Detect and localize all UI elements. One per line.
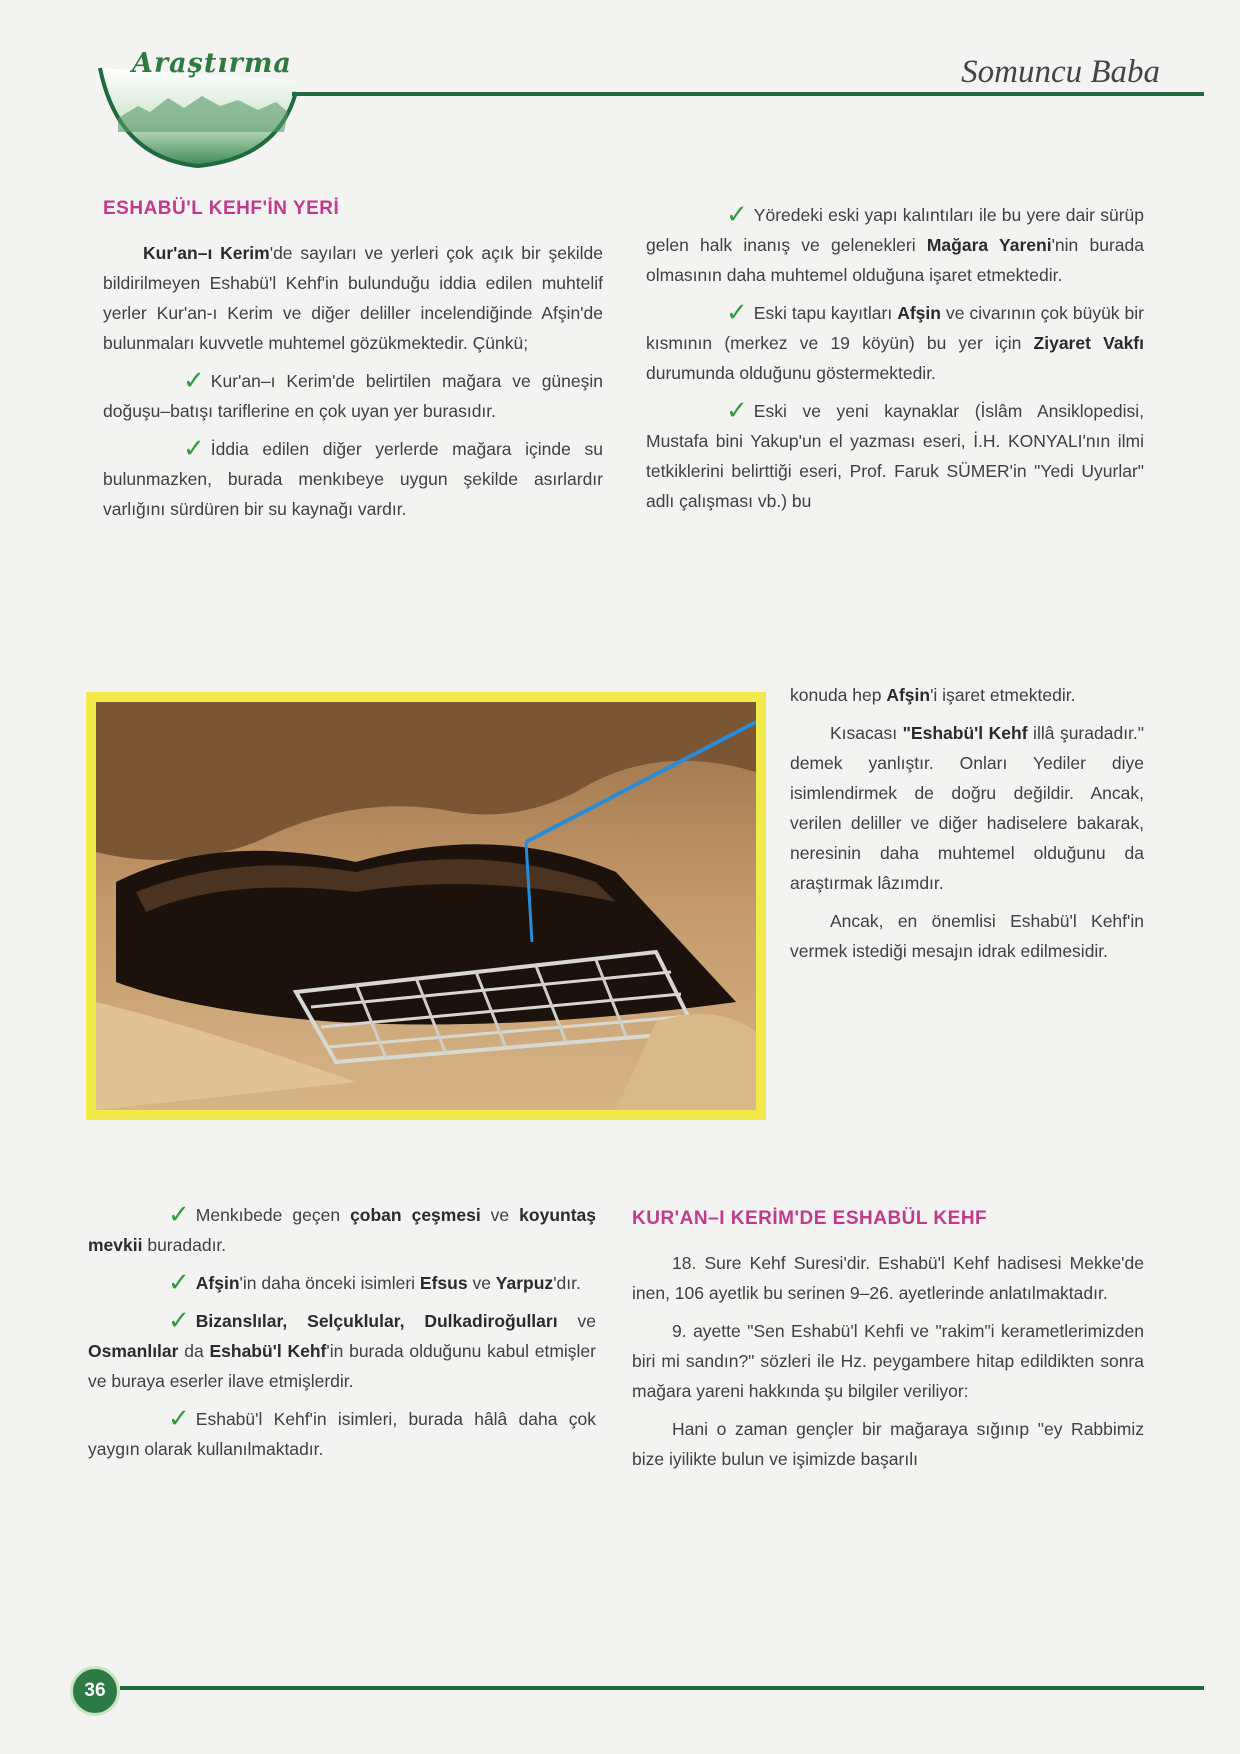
check-mark-icon: ✓ [183,365,205,395]
paragraph-text: buradadır. [142,1235,227,1255]
paragraph-text: da [178,1341,210,1361]
check-mark-icon: ✓ [168,1305,190,1335]
list-item [103,366,603,426]
list-item [646,396,1144,516]
right-middle-column [790,680,1144,974]
check-mark-icon: ✓ [168,1267,190,1297]
bold-text: Osmanlılar [88,1341,179,1361]
bold-text: Eshabü'l Kehf [209,1341,327,1361]
section-tag: Araştırma [132,48,292,79]
paragraph-text: 'i işaret etmektedir. [930,685,1076,705]
paragraph-text: 'dır. [553,1273,581,1293]
bold-text: çoban çeşmesi [350,1205,481,1225]
bold-text: Afşin [195,1273,240,1293]
bold-text: "Eshabü'l Kehf [902,723,1028,743]
paragraph-text: 'in daha önceki isimleri [239,1273,420,1293]
paragraph-text: ve [557,1311,596,1331]
page-number: 36 [70,1666,120,1716]
header-rule [292,92,1204,96]
paragraph: Ancak, en önemlisi Eshabü'l Kehf'in vermek istediği mesajın idrak edilmesidir. [790,911,1144,961]
paragraph-text: Yöredeki eski yapı kalıntıları ile bu yere dair sürüp gelen halk inanış ve gelenekleri [646,205,1144,255]
left-bottom-column [88,1200,596,1472]
right-top-column [646,200,1144,524]
check-mark-icon: ✓ [168,1403,190,1433]
bold-text: Afşin [897,303,941,323]
bold-text: Mağara Yareni [926,235,1052,255]
paragraph: 9. ayette "Sen Eshabü'l Kehfi ve "rakim"i kerametlerimizden biri mi sandın?" sözleri ile Hz. peygambere hitap edildikten sonra mağara yareni hakkında şu bilgiler veriliyor: [632,1321,1144,1401]
list-item [646,200,1144,290]
bold-text: Efsus [419,1273,468,1293]
check-mark-icon: ✓ [726,199,748,229]
cave-image [96,702,756,1110]
paragraph-text: 'nin burada olmasının daha muhtemel olduğuna işaret etmektedir. [646,235,1144,285]
list-item [646,298,1144,388]
check-mark-icon: ✓ [726,395,748,425]
list-item [88,1200,596,1260]
check-mark-icon: ✓ [726,297,748,327]
footer-rule [120,1686,1204,1690]
list-item [103,434,603,524]
left-top-column [103,194,603,532]
list-item [88,1404,596,1464]
paragraph-text: İddia edilen diğer yerlerde mağara içinde su bulunmazken, burada menkıbeye uygun şekilde asırlardır varlığını sürdüren bir su kaynağı vardır. [103,439,603,519]
magazine-name: Somuncu Baba [961,54,1160,90]
bold-text: Afşin [886,685,931,705]
right-bottom-column [632,1204,1144,1482]
section-heading-quran: KUR'AN–I KERİM'DE ESHABÜL KEHF [632,1208,988,1229]
bold-text: Bizanslılar, Selçuklular, Dulkadiroğulları [195,1311,558,1331]
paragraph-text: Kısacası [830,723,903,743]
paragraph-text: ve [480,1205,520,1225]
paragraph-text: illâ şuradadır." demek yanlıştır. Onları Yediler diye isimlendirmek de doğru değildir. Ancak, verilen deliller ve diğer hadiselere bakarak, neresinin daha muhtemel olduğunu da araştırmak lâzımdır. [790,723,1144,893]
bold-text: Kur'an–ı Kerim [143,243,270,263]
paragraph-text: 'in burada olduğunu kabul etmişler ve buraya eserler ilave etmişlerdir. [88,1341,596,1391]
paragraph-text: 'de sayıları ve yerleri çok açık bir şekilde bildirilmeyen Eshabü'l Kehf'in bulunduğu iddia edilen muhtelif yerler Kur'an-ı Kerim ve diğer deliller incelendiğinde Afşin'de bulunmaları kuvvetle muhtemel gözükmektedir. Çünkü; [103,243,603,353]
section-heading-location: ESHABÜ'L KEHF'İN YERİ [103,198,340,219]
bold-text: Yarpuz [495,1273,554,1293]
check-mark-icon: ✓ [168,1199,190,1229]
paragraph: 18. Sure Kehf Suresi'dir. Eshabü'l Kehf hadisesi Mekke'de inen, 106 ayetlik bu serinen 9–26. ayetlerinde anlatılmaktadır. [632,1253,1144,1303]
bold-text: koyuntaş mevkii [88,1205,596,1255]
paragraph [790,718,1144,898]
list-item [88,1268,596,1298]
paragraph-text: konuda hep [790,685,887,705]
paragraph-text: ve [467,1273,496,1293]
check-mark-icon: ✓ [183,433,205,463]
paragraph-text: ve civarının çok büyük bir kısmının (merkez ve 19 köyün) bu yer için [646,303,1145,353]
paragraph: Hani o zaman gençler bir mağaraya sığınıp "ey Rabbimiz bize iyilikte bulun ve işimizde başarılı [632,1419,1144,1469]
paragraph-text: Eski tapu kayıtları [753,303,898,323]
paragraph [790,680,1144,710]
bold-text: Ziyaret Vakfı [1033,333,1144,353]
paragraph-text: Eshabü'l Kehf'in isimleri, burada hâlâ daha çok yaygın olarak kullanılmaktadır. [88,1409,596,1459]
cave-photo [86,692,766,1120]
paragraph-text: Eski ve yeni kaynaklar (İslâm Ansiklopedisi, Mustafa bini Yakup'un el yazması eseri, İ.H. KONYALI'nın ilmi tetkiklerini belirttiği eseri, Prof. Faruk SÜMER'in "Yedi Uyurlar" adlı çalışması vb.) bu [646,401,1144,511]
paragraph-text: Kur'an–ı Kerim'de belirtilen mağara ve güneşin doğuşu–batışı tariflerine en çok uyan yer burasıdır. [103,371,603,421]
list-item [88,1306,596,1396]
paragraph-text: durumunda olduğunu göstermektedir. [646,363,936,383]
paragraph-text: Menkıbede geçen [195,1205,351,1225]
intro-paragraph [103,238,603,358]
